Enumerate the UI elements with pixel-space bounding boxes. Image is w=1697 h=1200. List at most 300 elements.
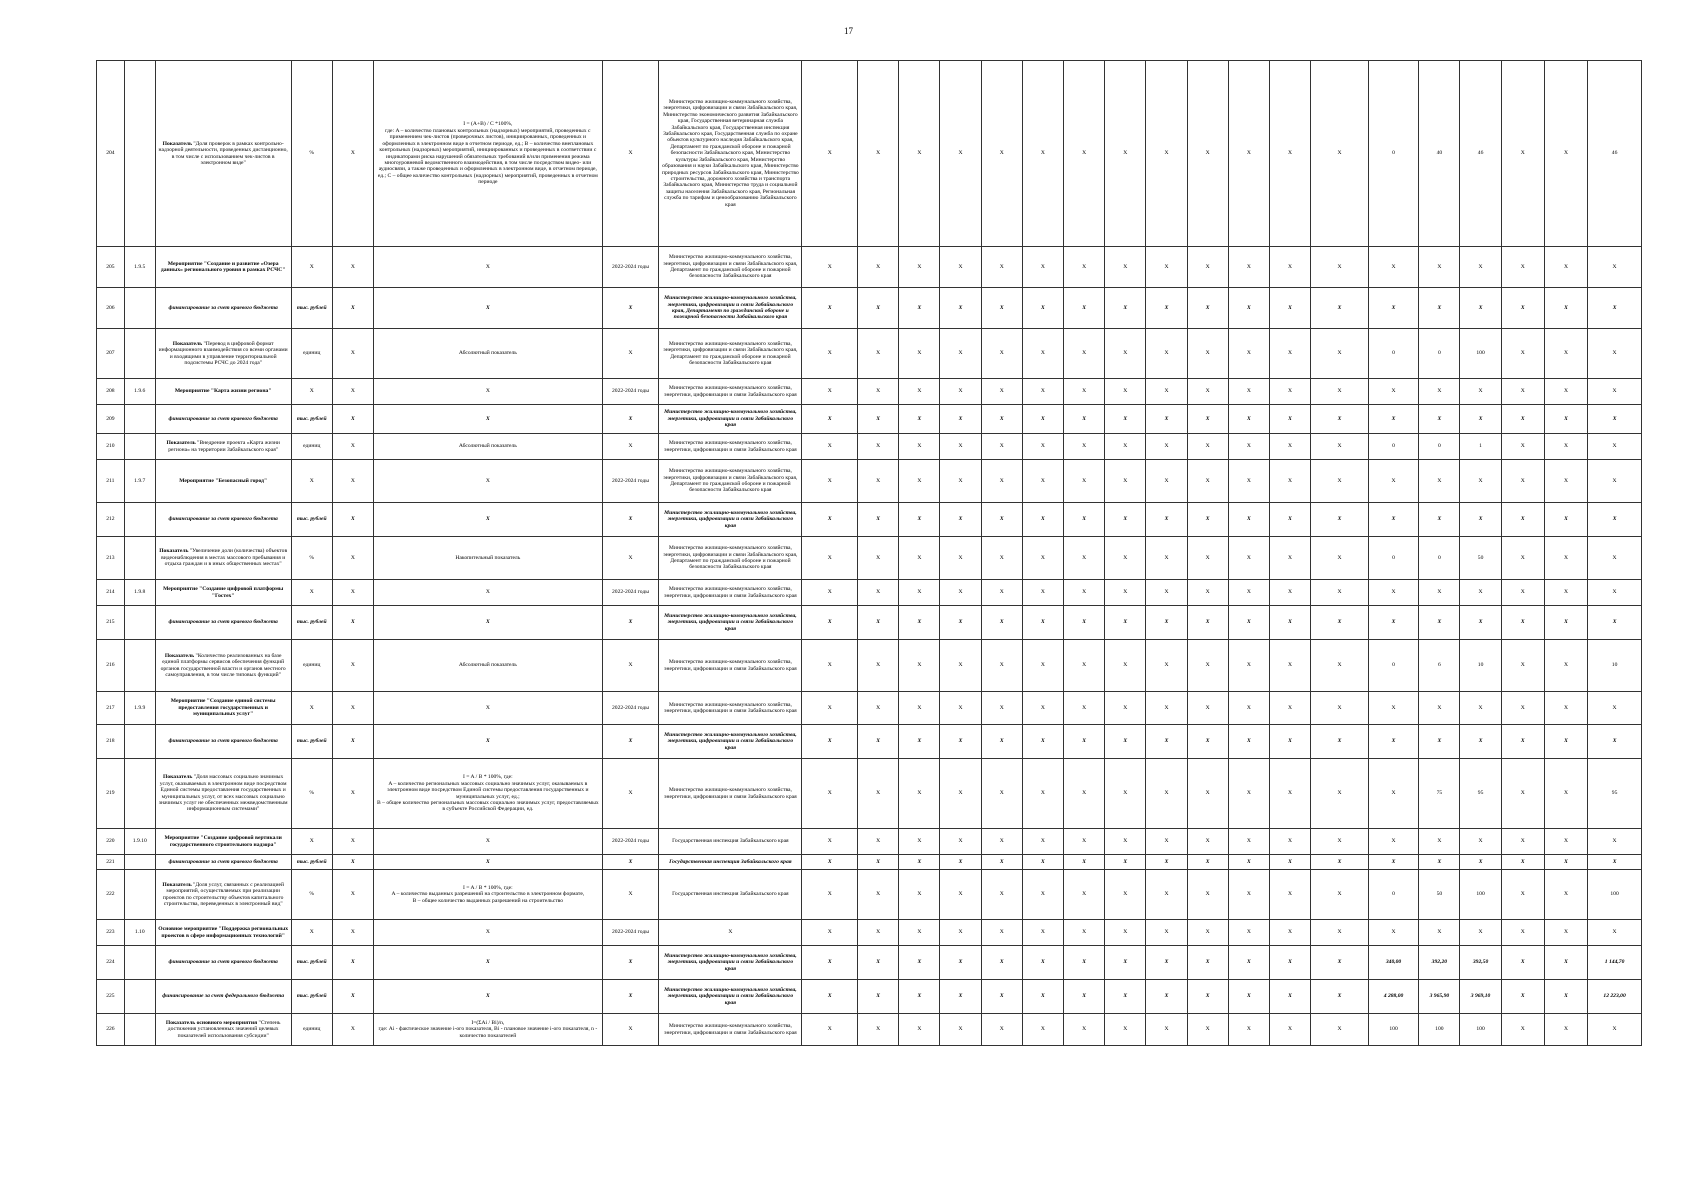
row-value: X xyxy=(1269,759,1310,829)
row-value: X xyxy=(1187,946,1228,980)
row-value: X xyxy=(1146,405,1187,434)
row-name xyxy=(155,329,291,379)
row-name-bold: Показатель xyxy=(162,774,193,781)
row-value: X xyxy=(940,247,981,288)
row-value: X xyxy=(1146,725,1187,759)
row-number: 205 xyxy=(97,247,125,288)
row-number: 220 xyxy=(97,829,125,855)
row-value: 100 xyxy=(1588,870,1642,920)
row-value: X xyxy=(981,759,1022,829)
row-value: X xyxy=(981,920,1022,946)
row-value: X xyxy=(1187,537,1228,580)
row-value: X xyxy=(1368,606,1418,640)
row-name-text: "Степень достижения установленных значений целевых показателей использования субсидии" xyxy=(167,1019,281,1039)
row-cell: X xyxy=(332,829,373,855)
row-value: X xyxy=(1544,1014,1587,1046)
row-value: X xyxy=(899,725,940,759)
row-value: X xyxy=(1544,946,1587,980)
row-value: X xyxy=(1228,61,1269,247)
row-value: X xyxy=(1022,1014,1063,1046)
row-value: 340,00 xyxy=(1368,946,1418,980)
row-value: X xyxy=(802,606,858,640)
row-value: X xyxy=(981,405,1022,434)
row-value: X xyxy=(940,61,981,247)
row-name-bold: Показатель xyxy=(164,652,195,659)
table-row xyxy=(97,288,1642,329)
row-value: X xyxy=(1064,920,1105,946)
row-name xyxy=(155,640,291,692)
row-value: X xyxy=(1228,434,1269,460)
row-responsible: Министерство жилищно-коммунального хозяйства, энергетики, цифровизации и связи Забайкальского края xyxy=(659,405,802,434)
row-responsible: Министерство жилищно-коммунального хозяйства, энергетики, цифровизации и связи Забайкальского края, Департамент по гражданской обороне и пожарной безопасности Забайкальского края xyxy=(659,247,802,288)
row-value: X xyxy=(1501,405,1544,434)
row-value: X xyxy=(981,980,1022,1014)
row-value: X xyxy=(1105,692,1146,725)
row-method: X xyxy=(374,829,603,855)
row-value: X xyxy=(1311,288,1369,329)
row-value: X xyxy=(1419,405,1460,434)
row-value: X xyxy=(1105,329,1146,379)
row-name-bold: Мероприятие "Карта жизни региона" xyxy=(174,388,272,395)
row-value: X xyxy=(1064,460,1105,503)
row-value: X xyxy=(1187,434,1228,460)
row-value: X xyxy=(1228,503,1269,537)
row-value: X xyxy=(899,537,940,580)
row-period: X xyxy=(602,503,659,537)
row-code: 1.9.5 xyxy=(124,247,155,288)
row-value: X xyxy=(1022,329,1063,379)
row-cell: X xyxy=(332,405,373,434)
row-value: X xyxy=(1064,405,1105,434)
row-unit: % xyxy=(291,870,332,920)
row-code xyxy=(124,870,155,920)
row-value: X xyxy=(899,379,940,405)
row-value: X xyxy=(981,460,1022,503)
row-value: X xyxy=(858,759,899,829)
row-method: X xyxy=(374,606,603,640)
row-cell: X xyxy=(332,329,373,379)
row-value: X xyxy=(981,870,1022,920)
row-value: X xyxy=(899,640,940,692)
row-value: X xyxy=(1311,946,1369,980)
row-number: 213 xyxy=(97,537,125,580)
row-value: X xyxy=(1187,855,1228,870)
row-value: X xyxy=(1105,759,1146,829)
row-value: X xyxy=(1146,434,1187,460)
row-cell: X xyxy=(332,1014,373,1046)
row-code xyxy=(124,61,155,247)
row-value: X xyxy=(1022,759,1063,829)
row-value: X xyxy=(1146,460,1187,503)
row-value: X xyxy=(940,946,981,980)
row-value: X xyxy=(802,460,858,503)
row-cell: X xyxy=(332,640,373,692)
row-value: X xyxy=(981,580,1022,606)
row-number: 223 xyxy=(97,920,125,946)
row-value: X xyxy=(1146,980,1187,1014)
row-cell: X xyxy=(332,980,373,1014)
row-value: X xyxy=(1022,980,1063,1014)
row-value: X xyxy=(1311,829,1369,855)
row-value: X xyxy=(1187,920,1228,946)
row-period: 2022-2024 годы xyxy=(602,379,659,405)
row-method: X xyxy=(374,247,603,288)
row-value: X xyxy=(1105,405,1146,434)
row-unit: единиц xyxy=(291,1014,332,1046)
row-name xyxy=(155,920,291,946)
row-value: X xyxy=(1544,503,1587,537)
row-value: X xyxy=(1228,247,1269,288)
row-value: X xyxy=(858,503,899,537)
row-value: X xyxy=(899,855,940,870)
row-value: X xyxy=(1105,725,1146,759)
row-unit: единиц xyxy=(291,434,332,460)
row-value: X xyxy=(1105,1014,1146,1046)
row-value: X xyxy=(1501,379,1544,405)
row-number: 221 xyxy=(97,855,125,870)
row-value: X xyxy=(899,870,940,920)
row-value: X xyxy=(1544,460,1587,503)
table-row xyxy=(97,61,1642,247)
row-value: X xyxy=(981,640,1022,692)
row-value: X xyxy=(1022,640,1063,692)
row-value: X xyxy=(1311,980,1369,1014)
row-value: X xyxy=(899,434,940,460)
row-responsible: X xyxy=(659,920,802,946)
row-value: X xyxy=(802,640,858,692)
row-value: X xyxy=(1022,606,1063,640)
row-value: X xyxy=(1269,580,1310,606)
row-value: X xyxy=(1368,503,1418,537)
row-value: X xyxy=(1105,537,1146,580)
row-value: X xyxy=(1311,379,1369,405)
row-value: X xyxy=(1501,725,1544,759)
row-value: X xyxy=(981,855,1022,870)
row-value: X xyxy=(1460,288,1501,329)
row-value: X xyxy=(899,829,940,855)
row-value: 1 144,70 xyxy=(1588,946,1642,980)
row-value: X xyxy=(858,537,899,580)
row-value: X xyxy=(1146,920,1187,946)
row-value: X xyxy=(981,692,1022,725)
row-value: 0 xyxy=(1419,537,1460,580)
row-value: X xyxy=(1022,920,1063,946)
row-value: 6 xyxy=(1419,640,1460,692)
row-value: 0 xyxy=(1368,61,1418,247)
row-code xyxy=(124,434,155,460)
row-name xyxy=(155,247,291,288)
row-value: X xyxy=(1146,946,1187,980)
row-value: X xyxy=(1588,503,1642,537)
row-value: X xyxy=(1368,759,1418,829)
row-value: X xyxy=(1105,855,1146,870)
row-value: X xyxy=(1311,405,1369,434)
row-name xyxy=(155,1014,291,1046)
row-name xyxy=(155,434,291,460)
row-name-text: "Доля проверок в рамках контрольно-надзорной деятельности, проведенных дистанционно, в том числе с использованием чек-листов в электронном виде" xyxy=(158,140,288,166)
row-value: 0 xyxy=(1368,434,1418,460)
row-value: X xyxy=(1544,920,1587,946)
row-value: X xyxy=(1501,61,1544,247)
row-period: 2022-2024 годы xyxy=(602,920,659,946)
row-value: X xyxy=(1146,580,1187,606)
row-value: 12 223,00 xyxy=(1588,980,1642,1014)
row-value: X xyxy=(1228,829,1269,855)
row-value: X xyxy=(1146,759,1187,829)
row-value: X xyxy=(1187,503,1228,537)
row-value: X xyxy=(1105,460,1146,503)
row-period: X xyxy=(602,405,659,434)
row-value: X xyxy=(1228,537,1269,580)
row-value: X xyxy=(1269,1014,1310,1046)
row-value: X xyxy=(1105,640,1146,692)
row-value: X xyxy=(1022,537,1063,580)
row-method: X xyxy=(374,692,603,725)
row-value: X xyxy=(1544,537,1587,580)
row-code xyxy=(124,946,155,980)
row-value: X xyxy=(1228,580,1269,606)
row-value: X xyxy=(1311,606,1369,640)
row-method: Абсолютный показатель xyxy=(374,329,603,379)
row-method: X xyxy=(374,288,603,329)
row-number: 224 xyxy=(97,946,125,980)
row-name-bold: финансирование за счет краевого бюджета xyxy=(168,415,278,422)
row-value: X xyxy=(1064,829,1105,855)
row-cell: X xyxy=(332,61,373,247)
row-value: X xyxy=(1588,580,1642,606)
row-value: X xyxy=(940,405,981,434)
table-row xyxy=(97,692,1642,725)
row-value: X xyxy=(981,434,1022,460)
row-value: X xyxy=(1368,405,1418,434)
row-value: X xyxy=(1146,503,1187,537)
row-value: X xyxy=(1588,329,1642,379)
row-value: X xyxy=(1064,288,1105,329)
row-name xyxy=(155,980,291,1014)
row-value: X xyxy=(1501,946,1544,980)
row-period: X xyxy=(602,759,659,829)
row-cell: X xyxy=(332,725,373,759)
row-value: X xyxy=(1105,61,1146,247)
row-method: X xyxy=(374,405,603,434)
row-value: X xyxy=(1146,870,1187,920)
row-value: X xyxy=(1269,920,1310,946)
row-value: X xyxy=(858,247,899,288)
row-value: 0 xyxy=(1368,329,1418,379)
row-value: X xyxy=(1146,288,1187,329)
row-value: X xyxy=(858,460,899,503)
row-value: X xyxy=(940,870,981,920)
row-method: Абсолютный показатель xyxy=(374,640,603,692)
row-value: X xyxy=(858,920,899,946)
row-value: 50 xyxy=(1419,870,1460,920)
row-method: X xyxy=(374,379,603,405)
row-number: 225 xyxy=(97,980,125,1014)
row-value: X xyxy=(940,640,981,692)
row-method: Накопительный показатель xyxy=(374,537,603,580)
row-name xyxy=(155,725,291,759)
row-value: X xyxy=(899,759,940,829)
row-name-bold: Показатель xyxy=(172,340,203,347)
row-value: X xyxy=(1588,725,1642,759)
row-method: I = A / B * 100%, где: A – количество региональных массовых социально значимых услуг, оказываемых в электронном виде посредством Единой системы предоставления государственных и муниципальных услуг, ед.; B – общее количество региональных массовых социально значимых услуг, предоставляемых в субъекте Российской Федерации, ед. xyxy=(374,759,603,829)
row-value: X xyxy=(899,980,940,1014)
row-value: X xyxy=(1460,460,1501,503)
row-name xyxy=(155,855,291,870)
row-value: X xyxy=(1105,606,1146,640)
row-responsible: Министерство жилищно-коммунального хозяйства, энергетики, цифровизации и связи Забайкальского края xyxy=(659,434,802,460)
row-value: X xyxy=(1588,537,1642,580)
row-name xyxy=(155,606,291,640)
row-value: X xyxy=(802,980,858,1014)
row-unit: единиц xyxy=(291,640,332,692)
row-unit: тыс. рублей xyxy=(291,855,332,870)
row-method: I = A / B * 100%, где: A – количество выданных разрешений на строительство в электронном формате, B – общее количество выданных разрешений на строительство xyxy=(374,870,603,920)
row-name-bold: Мероприятие "Создание цифровой платформы "Гостех" xyxy=(163,586,284,599)
row-value: X xyxy=(1064,946,1105,980)
row-value: X xyxy=(1368,692,1418,725)
row-value: X xyxy=(1311,759,1369,829)
row-value: X xyxy=(1501,460,1544,503)
row-period: X xyxy=(602,606,659,640)
row-value: X xyxy=(802,434,858,460)
row-code: 1.9.8 xyxy=(124,580,155,606)
row-period: X xyxy=(602,980,659,1014)
row-value: X xyxy=(940,503,981,537)
row-value: X xyxy=(899,405,940,434)
row-value: X xyxy=(1311,855,1369,870)
row-value: X xyxy=(899,580,940,606)
row-value: X xyxy=(1105,980,1146,1014)
row-value: X xyxy=(1544,606,1587,640)
row-unit: единиц xyxy=(291,329,332,379)
row-value: X xyxy=(1311,460,1369,503)
row-code xyxy=(124,759,155,829)
row-value: X xyxy=(1544,829,1587,855)
row-value: X xyxy=(1187,405,1228,434)
row-value: X xyxy=(1368,829,1418,855)
row-value: X xyxy=(858,329,899,379)
row-value: X xyxy=(1544,870,1587,920)
row-value: X xyxy=(1269,946,1310,980)
row-value: X xyxy=(1311,61,1369,247)
row-value: X xyxy=(1269,606,1310,640)
row-value: X xyxy=(802,829,858,855)
row-value: X xyxy=(1022,829,1063,855)
row-value: X xyxy=(1501,606,1544,640)
row-unit: % xyxy=(291,759,332,829)
row-value: X xyxy=(940,379,981,405)
row-value: X xyxy=(1022,288,1063,329)
row-value: X xyxy=(1588,288,1642,329)
row-value: X xyxy=(858,980,899,1014)
row-value: X xyxy=(858,640,899,692)
row-name-text: "Увеличение доли (количества) объектов видеонаблюдения в местах массового пребывания и отдыха граждан и в иных общественных местах" xyxy=(161,548,288,568)
row-value: X xyxy=(1146,640,1187,692)
row-value: X xyxy=(1105,288,1146,329)
row-value: X xyxy=(940,537,981,580)
row-value: X xyxy=(1588,247,1642,288)
row-value: X xyxy=(1419,580,1460,606)
row-responsible: Министерство жилищно-коммунального хозяйства, энергетики, цифровизации и связи Забайкальского края, Департамент по гражданской обороне и пожарной безопасности Забайкальского края xyxy=(659,537,802,580)
row-value: X xyxy=(1228,379,1269,405)
row-value: X xyxy=(1064,870,1105,920)
row-code xyxy=(124,725,155,759)
row-value: X xyxy=(1460,503,1501,537)
row-unit: % xyxy=(291,61,332,247)
row-value: X xyxy=(1544,329,1587,379)
row-period: X xyxy=(602,946,659,980)
row-value: X xyxy=(1228,606,1269,640)
row-value: 10 xyxy=(1588,640,1642,692)
row-value: X xyxy=(940,434,981,460)
row-value: X xyxy=(981,288,1022,329)
row-value: X xyxy=(940,606,981,640)
row-value: 50 xyxy=(1460,537,1501,580)
row-value: X xyxy=(1022,379,1063,405)
table-row xyxy=(97,1014,1642,1046)
row-value: X xyxy=(1146,829,1187,855)
row-responsible: Государственная инспекция Забайкальского края xyxy=(659,855,802,870)
row-number: 226 xyxy=(97,1014,125,1046)
row-value: X xyxy=(858,870,899,920)
row-value: X xyxy=(1022,405,1063,434)
row-value: X xyxy=(1228,920,1269,946)
row-value: X xyxy=(1460,725,1501,759)
row-value: X xyxy=(802,692,858,725)
row-value: X xyxy=(1269,725,1310,759)
row-value: X xyxy=(899,329,940,379)
row-value: X xyxy=(1544,61,1587,247)
row-value: X xyxy=(802,920,858,946)
row-value: X xyxy=(1501,503,1544,537)
row-value: X xyxy=(1501,870,1544,920)
row-value: X xyxy=(1419,692,1460,725)
table-row xyxy=(97,580,1642,606)
row-responsible: Министерство жилищно-коммунального хозяйства, энергетики, цифровизации и связи Забайкальского края xyxy=(659,980,802,1014)
row-name-bold: финансирование за счет краевого бюджета xyxy=(168,738,278,745)
table-row xyxy=(97,640,1642,692)
row-number: 208 xyxy=(97,379,125,405)
row-value: X xyxy=(802,288,858,329)
row-value: X xyxy=(802,61,858,247)
row-value: X xyxy=(1311,329,1369,379)
row-value: X xyxy=(1146,1014,1187,1046)
row-value: X xyxy=(1368,855,1418,870)
row-responsible: Министерство жилищно-коммунального хозяйства, энергетики, цифровизации и связи Забайкальского края xyxy=(659,503,802,537)
row-value: X xyxy=(1146,379,1187,405)
row-unit: тыс. рублей xyxy=(291,288,332,329)
row-unit: тыс. рублей xyxy=(291,725,332,759)
row-responsible: Министерство жилищно-коммунального хозяйства, энергетики, цифровизации и связи Забайкальского края xyxy=(659,946,802,980)
row-number: 209 xyxy=(97,405,125,434)
row-period: X xyxy=(602,537,659,580)
row-unit: тыс. рублей xyxy=(291,980,332,1014)
row-value: X xyxy=(1419,725,1460,759)
row-value: X xyxy=(858,946,899,980)
row-cell: X xyxy=(332,379,373,405)
row-value: X xyxy=(1269,405,1310,434)
program-table xyxy=(96,60,1642,1046)
row-value: X xyxy=(1501,329,1544,379)
row-value: X xyxy=(1588,606,1642,640)
row-value: X xyxy=(1187,460,1228,503)
row-value: X xyxy=(1501,247,1544,288)
row-method: X xyxy=(374,980,603,1014)
row-value: X xyxy=(1064,725,1105,759)
row-name-bold: финансирование за счет краевого бюджета xyxy=(168,619,278,626)
row-value: X xyxy=(1228,725,1269,759)
